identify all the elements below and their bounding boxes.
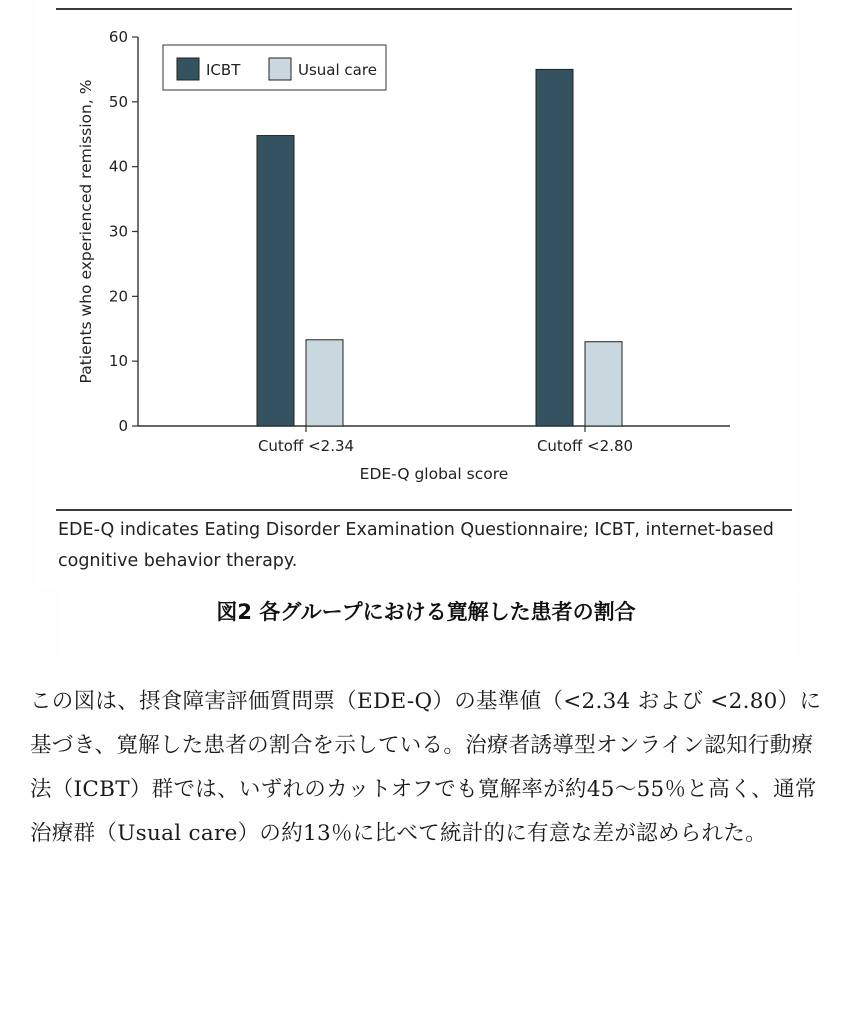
y-tick-label: 0 (118, 417, 128, 435)
bar-icbt (257, 136, 294, 426)
x-axis-title: EDE-Q global score (359, 465, 509, 483)
y-tick-label: 20 (108, 287, 128, 306)
bar-usual-care (306, 340, 343, 426)
legend-swatch (177, 58, 199, 80)
y-axis-title: Patients who experienced remission, % (77, 79, 95, 384)
legend-label: Usual care (298, 61, 377, 79)
figure-caption: 図2 各グループにおける寛解した患者の割合 (216, 600, 636, 624)
bar-chart (36, 0, 796, 505)
y-tick-label: 10 (108, 352, 128, 371)
x-tick-label: Cutoff <2.34 (257, 437, 355, 455)
legend-label: ICBT (206, 61, 241, 79)
bar-usual-care (585, 342, 622, 426)
y-tick-label: 40 (108, 157, 128, 176)
y-tick-label: 50 (108, 92, 128, 111)
figure-note: EDE-Q indicates Eating Disorder Examination Questionnaire; ICBT, internet-based cognitive behavior therapy. (58, 520, 774, 571)
figure-card (36, 0, 796, 588)
explanation-paragraph: この図は、摂食障害評価質問票（EDE-Q）の基準値（<2.34 および <2.80）に基づき、寛解した患者の割合を示している。治療者誘導型オンライン認知行動療法（ICBT）群では、いずれのカットオフでも寛解率が約45〜55％と高く、通常治療群（Usual care）の約13％に比べて統計的に有意な差が認められた。 (30, 689, 822, 846)
divider-rule (56, 509, 792, 511)
x-tick-label: Cutoff <2.80 (536, 437, 634, 455)
legend-swatch (269, 58, 291, 80)
bar-icbt (536, 69, 573, 426)
y-tick-label: 60 (108, 28, 128, 46)
y-tick-label: 30 (108, 222, 128, 241)
